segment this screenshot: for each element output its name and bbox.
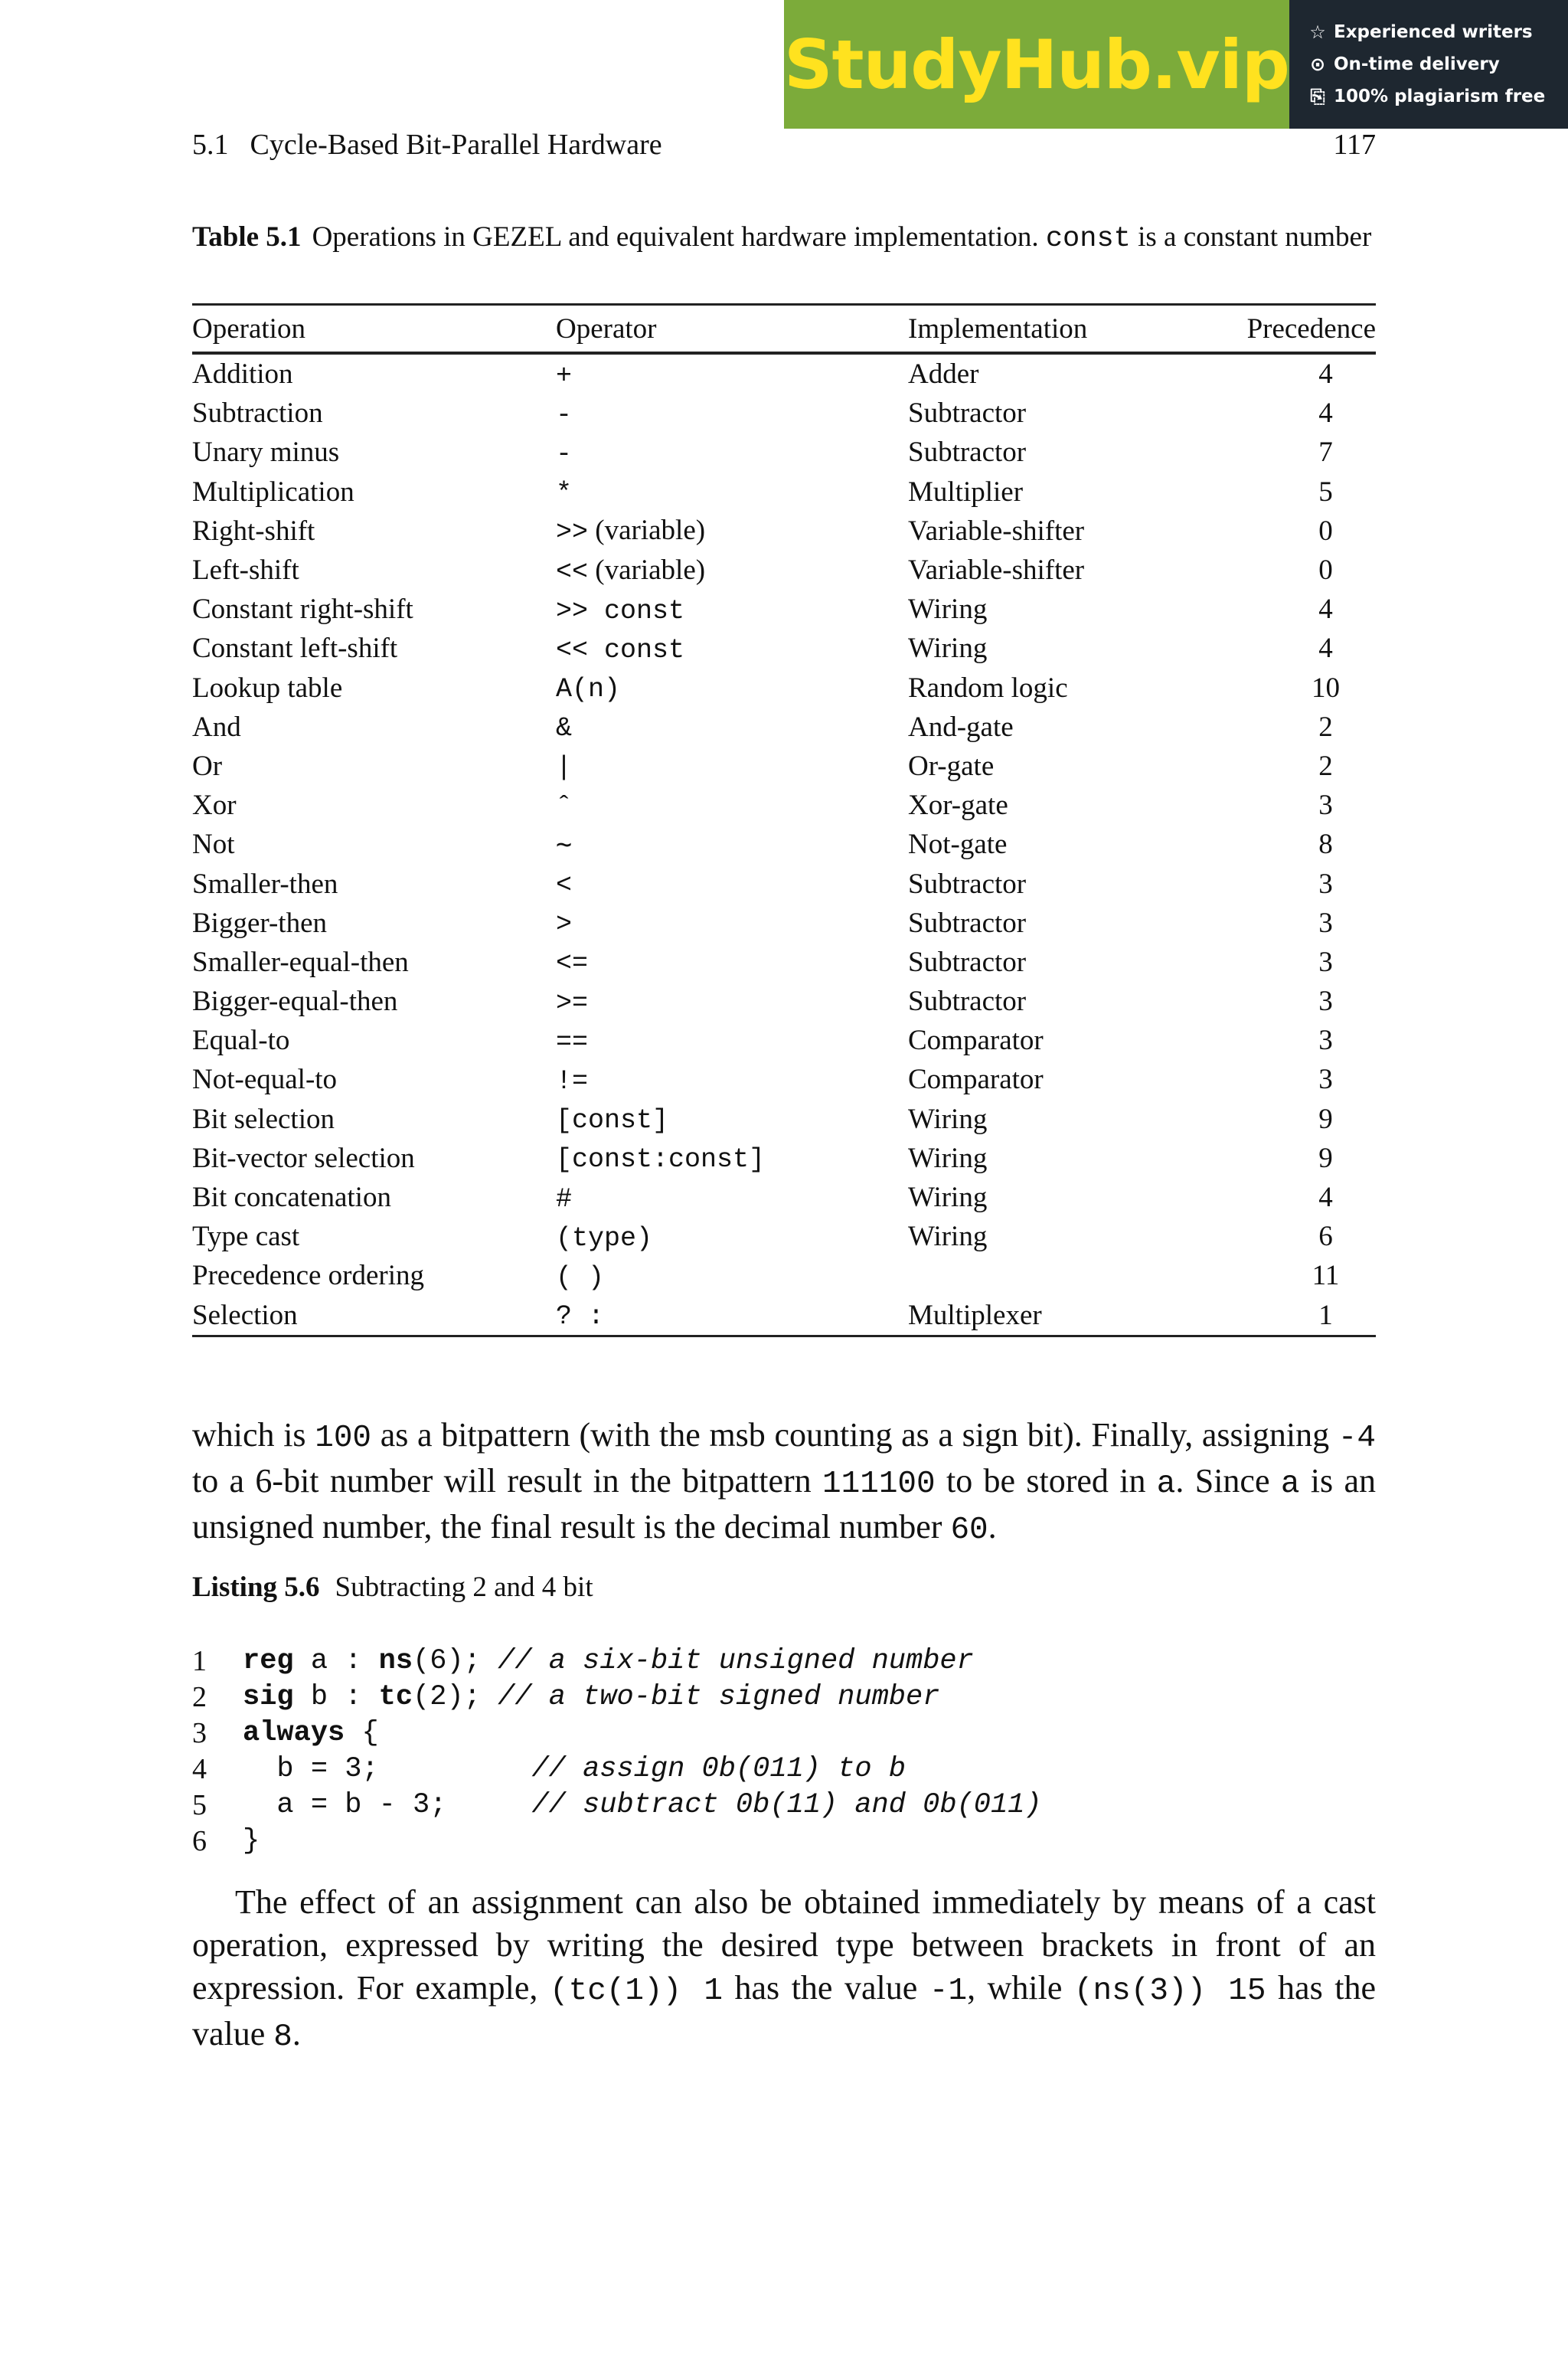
operator-symbol: [const] bbox=[556, 1105, 669, 1137]
cell-precedence: 10 bbox=[1312, 672, 1340, 704]
inline-code: -1 bbox=[929, 1974, 968, 2009]
operations-table bbox=[192, 303, 1376, 1337]
table-row bbox=[192, 904, 1376, 943]
operator-symbol: << const bbox=[556, 634, 685, 666]
text-run: , while bbox=[967, 1969, 1074, 2007]
code-comment: // assign 0b(011) to b bbox=[531, 1752, 906, 1785]
inline-code: 100 bbox=[315, 1421, 372, 1456]
operator-symbol: A(n) bbox=[556, 674, 621, 705]
cell-operation: Smaller-then bbox=[192, 868, 338, 900]
cell-implementation: Wiring bbox=[908, 594, 988, 626]
cell-operation: Left-shift bbox=[192, 554, 299, 587]
operator-symbol: != bbox=[556, 1065, 589, 1097]
feature-text: Experienced writers bbox=[1334, 22, 1533, 42]
table-row bbox=[192, 629, 1376, 668]
code-line bbox=[192, 1823, 1376, 1859]
header-implementation: Implementation bbox=[908, 305, 1214, 354]
operator-symbol: ? : bbox=[556, 1301, 605, 1333]
line-number: 6 bbox=[192, 1824, 207, 1857]
cell-operation: Addition bbox=[192, 358, 293, 391]
inline-code: 8 bbox=[273, 2020, 292, 2055]
running-header bbox=[192, 127, 1376, 162]
cell-precedence: 3 bbox=[1318, 1064, 1333, 1096]
table-row bbox=[192, 786, 1376, 825]
studyhub-logo[interactable] bbox=[784, 0, 1289, 129]
code-text bbox=[243, 1681, 939, 1713]
code-token: a : bbox=[293, 1644, 379, 1677]
body-paragraph-1 bbox=[192, 1414, 1376, 1552]
cell-operator bbox=[556, 1021, 908, 1060]
code-token: b = 3; bbox=[243, 1752, 532, 1785]
cell-operation: Xor bbox=[192, 790, 237, 822]
cell-precedence: 4 bbox=[1318, 1182, 1333, 1214]
cell-operation: Unary minus bbox=[192, 437, 340, 469]
cell-operator bbox=[556, 1060, 908, 1099]
cell-precedence: 4 bbox=[1318, 358, 1333, 391]
cell-operator bbox=[556, 1178, 908, 1217]
cell-precedence: 0 bbox=[1318, 515, 1333, 547]
cell-operation: Bigger-equal-then bbox=[192, 986, 398, 1018]
text-run: as a bitpattern (with the msb counting as a sign bit). Finally, assigning bbox=[371, 1416, 1338, 1454]
cell-precedence: 3 bbox=[1318, 1025, 1333, 1057]
table-row bbox=[192, 353, 1376, 394]
cell-precedence: 9 bbox=[1318, 1103, 1333, 1135]
operator-symbol: - bbox=[556, 438, 573, 469]
cell-precedence: 11 bbox=[1312, 1260, 1340, 1292]
line-number: 1 bbox=[192, 1644, 207, 1677]
body-paragraph-2 bbox=[192, 1881, 1376, 2059]
cell-operation: Constant right-shift bbox=[192, 594, 413, 626]
code-keyword: reg bbox=[243, 1644, 294, 1677]
operator-note: (variable) bbox=[595, 515, 706, 547]
cell-implementation: Random logic bbox=[908, 672, 1068, 704]
caption-code: const bbox=[1045, 223, 1131, 255]
cell-operation: Or bbox=[192, 750, 223, 782]
code-keyword: tc bbox=[378, 1680, 413, 1713]
operator-symbol: >> const bbox=[556, 595, 685, 626]
table-row bbox=[192, 433, 1376, 472]
operator-symbol: == bbox=[556, 1026, 589, 1058]
operator-symbol: <= bbox=[556, 948, 589, 980]
code-line bbox=[192, 1679, 1376, 1715]
operator-symbol: * bbox=[556, 478, 573, 509]
cell-operation: Bit-vector selection bbox=[192, 1142, 415, 1174]
cell-operation: Equal-to bbox=[192, 1025, 290, 1057]
line-number: 5 bbox=[192, 1788, 207, 1821]
table-row bbox=[192, 1100, 1376, 1139]
listing-title: Subtracting 2 and 4 bit bbox=[335, 1572, 593, 1603]
cell-implementation: Comparator bbox=[908, 1025, 1044, 1057]
header-operation: Operation bbox=[192, 305, 556, 354]
cell-operation: Bit concatenation bbox=[192, 1182, 391, 1214]
text-run: which is bbox=[192, 1416, 315, 1454]
text-run: . Since bbox=[1175, 1462, 1281, 1500]
operator-symbol: - bbox=[556, 399, 573, 430]
cell-operator bbox=[556, 1139, 908, 1178]
cell-operator bbox=[556, 708, 908, 747]
cell-operator bbox=[556, 669, 908, 708]
code-token: } bbox=[243, 1824, 260, 1857]
feature-on-time-delivery bbox=[1308, 54, 1568, 75]
table-row bbox=[192, 864, 1376, 903]
text-run: is an unsigned number, the final result is the decimal number bbox=[192, 1462, 1376, 1546]
feature-experienced-writers bbox=[1308, 21, 1568, 43]
cell-precedence: 9 bbox=[1318, 1142, 1333, 1174]
cell-operation: Lookup table bbox=[192, 672, 343, 704]
text-run: to a 6-bit number will result in the bitpattern bbox=[192, 1462, 823, 1500]
cell-operator bbox=[556, 864, 908, 903]
code-token: (6); bbox=[413, 1644, 498, 1677]
cell-operator bbox=[556, 747, 908, 786]
cell-implementation: Multiplier bbox=[908, 476, 1024, 508]
cell-operation: Subtraction bbox=[192, 397, 323, 430]
header-operator: Operator bbox=[556, 305, 908, 354]
code-text bbox=[243, 1753, 906, 1785]
cell-implementation: Subtractor bbox=[908, 868, 1027, 900]
operator-symbol: ∼ bbox=[556, 830, 573, 862]
table-row bbox=[192, 1296, 1376, 1336]
cell-implementation bbox=[908, 1256, 1214, 1295]
table-row bbox=[192, 1060, 1376, 1099]
caption-text-end: is a constant number bbox=[1138, 221, 1372, 253]
cell-implementation: Xor-gate bbox=[908, 790, 1008, 822]
code-text bbox=[243, 1645, 974, 1677]
cell-operation: Smaller-equal-then bbox=[192, 946, 409, 978]
cell-implementation: Comparator bbox=[908, 1064, 1044, 1096]
cell-operator bbox=[556, 904, 908, 943]
cell-operator bbox=[556, 1100, 908, 1139]
cell-operation: Right-shift bbox=[192, 515, 315, 547]
table-row bbox=[192, 1256, 1376, 1295]
code-comment: // subtract 0b(11) and 0b(011) bbox=[531, 1788, 1042, 1821]
cell-implementation: Wiring bbox=[908, 1103, 988, 1135]
cell-operator bbox=[556, 1217, 908, 1256]
caption-text: Operations in GEZEL and equivalent hardware implementation. bbox=[312, 221, 1039, 253]
copy-icon: ⎘ bbox=[1310, 86, 1325, 107]
cell-implementation: Wiring bbox=[908, 1142, 988, 1174]
cell-operation: Not bbox=[192, 829, 235, 861]
inline-code: 60 bbox=[950, 1513, 988, 1548]
cell-precedence: 0 bbox=[1318, 554, 1333, 587]
cell-operator bbox=[556, 629, 908, 668]
code-comment: // a six-bit unsigned number bbox=[498, 1644, 974, 1677]
star-icon: ☆ bbox=[1309, 21, 1326, 43]
cell-implementation: Variable-shifter bbox=[908, 554, 1085, 587]
cell-operator bbox=[556, 433, 908, 472]
cell-precedence: 3 bbox=[1318, 790, 1333, 822]
text-run: has the value bbox=[722, 1969, 929, 2007]
cell-operator bbox=[556, 512, 908, 551]
cell-precedence: 3 bbox=[1318, 868, 1333, 900]
table-row bbox=[192, 394, 1376, 433]
cell-operator bbox=[556, 1256, 908, 1295]
table-row bbox=[192, 825, 1376, 864]
cell-implementation: Not-gate bbox=[908, 829, 1008, 861]
cell-precedence: 4 bbox=[1318, 397, 1333, 430]
code-line bbox=[192, 1751, 1376, 1787]
cell-operation: Constant left-shift bbox=[192, 633, 398, 665]
code-text bbox=[243, 1789, 1042, 1821]
listing-caption bbox=[192, 1571, 593, 1604]
operator-symbol: + bbox=[556, 360, 573, 391]
cell-implementation: Multiplexer bbox=[908, 1296, 1214, 1336]
code-text bbox=[243, 1717, 379, 1749]
table-row bbox=[192, 512, 1376, 551]
section-number: 5.1 bbox=[192, 129, 229, 161]
code-token: a = b - 3; bbox=[243, 1788, 532, 1821]
operator-symbol: > bbox=[556, 909, 573, 940]
table-row bbox=[192, 1178, 1376, 1217]
cell-precedence: 5 bbox=[1318, 476, 1333, 508]
code-line bbox=[192, 1643, 1376, 1679]
cell-implementation: Subtractor bbox=[908, 946, 1027, 978]
operator-symbol: ( ) bbox=[556, 1261, 605, 1293]
advert-banner[interactable] bbox=[784, 0, 1568, 129]
table-body bbox=[192, 353, 1376, 1336]
cell-implementation: Subtractor bbox=[908, 437, 1027, 469]
feature-text: On-time delivery bbox=[1334, 54, 1500, 74]
code-token: b : bbox=[293, 1680, 379, 1713]
cell-implementation: Wiring bbox=[908, 1182, 988, 1214]
cell-implementation: Wiring bbox=[908, 1221, 988, 1253]
logo-text: StudyHub.vip bbox=[784, 25, 1289, 104]
cell-operator bbox=[556, 473, 908, 512]
table-row bbox=[192, 747, 1376, 786]
operator-symbol: & bbox=[556, 713, 573, 744]
table-label: Table 5.1 bbox=[192, 221, 302, 253]
table-row bbox=[192, 473, 1376, 512]
cell-operation: Not-equal-to bbox=[192, 1064, 338, 1096]
code-listing bbox=[192, 1643, 1376, 1859]
code-keyword: always bbox=[243, 1716, 345, 1749]
cell-implementation: Wiring bbox=[908, 633, 988, 665]
feature-plagiarism-free bbox=[1308, 86, 1568, 107]
cell-operator bbox=[556, 394, 908, 433]
cell-operation: And bbox=[192, 711, 241, 743]
cell-operator bbox=[556, 551, 908, 590]
inline-code: 111100 bbox=[822, 1467, 936, 1502]
table-row bbox=[192, 590, 1376, 629]
text-run: has the value bbox=[192, 1969, 1376, 2053]
cell-precedence: 1 bbox=[1214, 1296, 1376, 1336]
operator-symbol: [const:const] bbox=[556, 1144, 766, 1176]
cell-operator bbox=[556, 1296, 908, 1336]
inline-code: (ns(3)) 15 bbox=[1073, 1974, 1266, 2009]
table-header-row bbox=[192, 305, 1376, 354]
cell-precedence: 3 bbox=[1318, 907, 1333, 939]
cell-precedence: 3 bbox=[1318, 986, 1333, 1018]
operator-symbol: ˆ bbox=[556, 791, 573, 823]
text-run: The effect of an assignment can also be obtained immediately by means of a cast operation, expressed by writing the desired type between brackets in front of an expression. For example, bbox=[192, 1883, 1376, 2007]
inline-code: (tc(1)) 1 bbox=[549, 1974, 723, 2009]
cell-precedence: 3 bbox=[1318, 946, 1333, 978]
line-number: 3 bbox=[192, 1716, 207, 1749]
cell-precedence: 2 bbox=[1318, 750, 1333, 782]
cell-implementation: Subtractor bbox=[908, 397, 1027, 430]
operator-symbol: (type) bbox=[556, 1222, 653, 1254]
line-number: 2 bbox=[192, 1680, 207, 1713]
operator-symbol: < bbox=[556, 870, 573, 901]
cell-operator bbox=[556, 353, 908, 394]
inline-code: a bbox=[1280, 1467, 1300, 1502]
operator-symbol: << bbox=[556, 556, 589, 587]
operator-symbol: >> bbox=[556, 517, 589, 548]
operator-symbol: >= bbox=[556, 987, 589, 1019]
banner-features bbox=[1289, 0, 1568, 129]
cell-operator bbox=[556, 786, 908, 825]
code-line bbox=[192, 1787, 1376, 1823]
code-keyword: sig bbox=[243, 1680, 294, 1713]
header-precedence: Precedence bbox=[1214, 305, 1376, 354]
cell-operator bbox=[556, 982, 908, 1021]
cell-precedence: 4 bbox=[1318, 633, 1333, 665]
code-token: { bbox=[345, 1716, 379, 1749]
cell-implementation: Adder bbox=[908, 358, 979, 391]
cell-precedence: 4 bbox=[1318, 594, 1333, 626]
inline-code: a bbox=[1156, 1467, 1176, 1502]
table-row bbox=[192, 551, 1376, 590]
listing-label: Listing 5.6 bbox=[192, 1572, 320, 1603]
operator-symbol: # bbox=[556, 1183, 573, 1215]
cell-operator bbox=[556, 825, 908, 864]
cell-operation: Bigger-then bbox=[192, 907, 327, 939]
code-comment: // a two-bit signed number bbox=[498, 1680, 940, 1713]
code-line bbox=[192, 1715, 1376, 1751]
text-run: to be stored in bbox=[935, 1462, 1157, 1500]
table-row bbox=[192, 1139, 1376, 1178]
cell-implementation: Subtractor bbox=[908, 907, 1027, 939]
table-row bbox=[192, 943, 1376, 982]
cell-operation: Selection bbox=[192, 1296, 556, 1336]
table-row bbox=[192, 708, 1376, 747]
operator-note: (variable) bbox=[595, 554, 706, 586]
cell-precedence: 2 bbox=[1318, 711, 1333, 743]
table-row bbox=[192, 669, 1376, 708]
cell-precedence: 7 bbox=[1318, 437, 1333, 469]
operator-symbol: | bbox=[556, 752, 573, 783]
line-number: 4 bbox=[192, 1752, 207, 1785]
code-keyword: ns bbox=[378, 1644, 413, 1677]
cell-operation: Type cast bbox=[192, 1221, 300, 1253]
cell-precedence: 6 bbox=[1318, 1221, 1333, 1253]
table-row bbox=[192, 1217, 1376, 1256]
text-run: . bbox=[292, 2015, 301, 2053]
cell-operation: Multiplication bbox=[192, 476, 354, 508]
table-row bbox=[192, 1021, 1376, 1060]
feature-text: 100% plagiarism free bbox=[1334, 87, 1546, 106]
cell-operation: Precedence ordering bbox=[192, 1260, 425, 1292]
cell-operator bbox=[556, 943, 908, 982]
section-heading bbox=[192, 128, 662, 162]
cell-operator bbox=[556, 590, 908, 629]
cell-implementation: Subtractor bbox=[908, 986, 1027, 1018]
table-caption bbox=[192, 219, 1376, 257]
code-text bbox=[243, 1825, 260, 1857]
clock-icon: ⊙ bbox=[1309, 54, 1326, 75]
cell-implementation: Variable-shifter bbox=[908, 515, 1085, 547]
cell-implementation: Or-gate bbox=[908, 750, 995, 782]
table-row bbox=[192, 982, 1376, 1021]
section-title: Cycle-Based Bit-Parallel Hardware bbox=[250, 129, 662, 161]
inline-code: -4 bbox=[1338, 1421, 1376, 1456]
page-number: 117 bbox=[1333, 129, 1376, 161]
code-token: (2); bbox=[413, 1680, 498, 1713]
cell-precedence: 8 bbox=[1318, 829, 1333, 861]
cell-operation: Bit selection bbox=[192, 1103, 335, 1135]
cell-implementation: And-gate bbox=[908, 711, 1014, 743]
text-run: . bbox=[988, 1508, 997, 1546]
